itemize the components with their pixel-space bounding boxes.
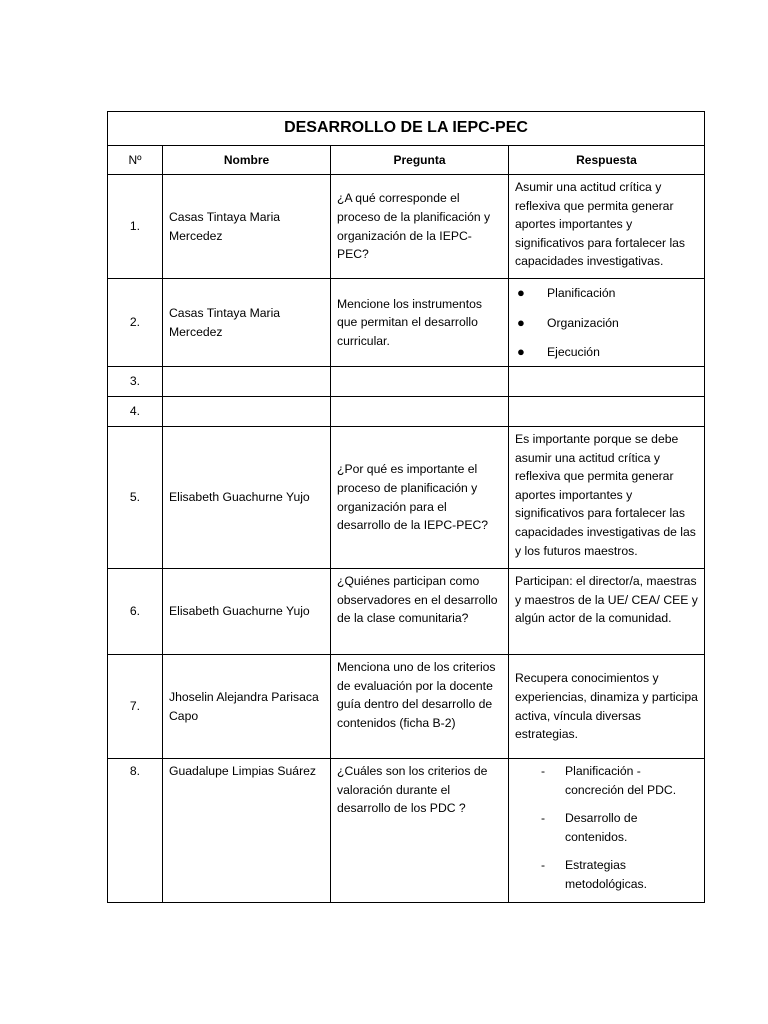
list-item-text: Organización bbox=[547, 315, 619, 330]
list-item-text: Ejecución bbox=[547, 345, 600, 360]
row-name bbox=[163, 367, 331, 397]
table-row bbox=[108, 759, 705, 903]
row-question: Mencione los instrumentos que permitan el desarrollo curricular. bbox=[331, 279, 509, 367]
list-item bbox=[541, 856, 698, 893]
bullet-marker: ● bbox=[517, 314, 525, 330]
row-question: ¿Quiénes participan como observadores en el desarrollo de la clase comunitaria? bbox=[331, 569, 509, 655]
dash-marker: - bbox=[541, 811, 546, 826]
table-title-cell bbox=[108, 112, 705, 146]
dash-marker: - bbox=[541, 764, 546, 778]
row-question: ¿Por qué es importante el proceso de planificación y organización para el desarrollo de la IEPC-PEC? bbox=[331, 427, 509, 569]
answer-dash-list bbox=[515, 762, 698, 894]
list-item bbox=[517, 314, 698, 333]
header-answer: Respuesta bbox=[509, 146, 705, 175]
table-row bbox=[108, 175, 705, 279]
header-num: Nº bbox=[108, 146, 163, 175]
row-number: 7. bbox=[108, 655, 163, 759]
list-item-text: Planificación - concreción del PDC. bbox=[565, 764, 677, 797]
list-item bbox=[541, 809, 698, 846]
row-question: ¿Cuáles son los criterios de valoración durante el desarrollo de los PDC ? bbox=[331, 759, 509, 903]
dash-marker: - bbox=[541, 858, 546, 873]
row-answer: Recupera conocimientos y experiencias, dinamiza y participa activa, víncula diversas estrategias. bbox=[509, 655, 705, 759]
row-answer bbox=[509, 397, 705, 427]
row-question bbox=[331, 397, 509, 427]
table-row bbox=[108, 279, 705, 367]
row-number: 3. bbox=[108, 367, 163, 397]
row-number: 4. bbox=[108, 397, 163, 427]
list-item bbox=[541, 762, 698, 799]
row-name: Casas Tintaya Maria Mercedez bbox=[163, 175, 331, 279]
row-number: 5. bbox=[108, 427, 163, 569]
list-item bbox=[517, 284, 698, 303]
row-question: Menciona uno de los criterios de evaluación por la docente guía dentro del desarrollo de contenidos (ficha B-2) bbox=[331, 655, 509, 759]
list-item-text: Desarrollo de contenidos. bbox=[565, 811, 638, 844]
list-item bbox=[517, 343, 698, 362]
row-answer: Asumir una actitud crítica y reflexiva que permita generar aportes importantes y significativos para fortalecer las capacidades investigativas. bbox=[509, 175, 705, 279]
row-name bbox=[163, 397, 331, 427]
row-number: 8. bbox=[108, 759, 163, 903]
row-answer: Participan: el director/a, maestras y maestros de la UE/ CEA/ CEE y algún actor de la comunidad. bbox=[509, 569, 705, 655]
title-row bbox=[108, 112, 705, 146]
row-answer bbox=[509, 367, 705, 397]
table-row bbox=[108, 427, 705, 569]
table-title: DESARROLLO DE LA IEPC-PEC bbox=[284, 119, 528, 137]
row-number: 2. bbox=[108, 279, 163, 367]
table-row bbox=[108, 655, 705, 759]
row-question bbox=[331, 367, 509, 397]
header-question: Pregunta bbox=[331, 146, 509, 175]
row-number: 6. bbox=[108, 569, 163, 655]
row-answer: Es importante porque se debe asumir una actitud crítica y reflexiva que permita generar aportes importantes y significativos para fortalecer las capacidades investigativas de las y los futuros maestros. bbox=[509, 427, 705, 569]
row-question: ¿A qué corresponde el proceso de la planificación y organización de la IEPC-PEC? bbox=[331, 175, 509, 279]
row-name: Casas Tintaya Maria Mercedez bbox=[163, 279, 331, 367]
list-item-text: Planificación bbox=[547, 286, 616, 300]
row-number: 1. bbox=[108, 175, 163, 279]
row-answer bbox=[509, 759, 705, 903]
table-row bbox=[108, 569, 705, 655]
bullet-marker: ● bbox=[517, 344, 525, 360]
answer-bullet-list bbox=[515, 284, 698, 362]
table-row bbox=[108, 367, 705, 397]
iepc-pec-table bbox=[107, 111, 705, 903]
header-row bbox=[108, 146, 705, 175]
header-name: Nombre bbox=[163, 146, 331, 175]
row-name: Guadalupe Limpias Suárez bbox=[163, 759, 331, 903]
row-name: Elisabeth Guachurne Yujo bbox=[163, 569, 331, 655]
list-item-text: Estrategias metodológicas. bbox=[565, 858, 647, 891]
row-answer bbox=[509, 279, 705, 367]
row-name: Jhoselin Alejandra Parisaca Capo bbox=[163, 655, 331, 759]
table-row bbox=[108, 397, 705, 427]
row-name: Elisabeth Guachurne Yujo bbox=[163, 427, 331, 569]
bullet-marker: ● bbox=[517, 285, 525, 300]
